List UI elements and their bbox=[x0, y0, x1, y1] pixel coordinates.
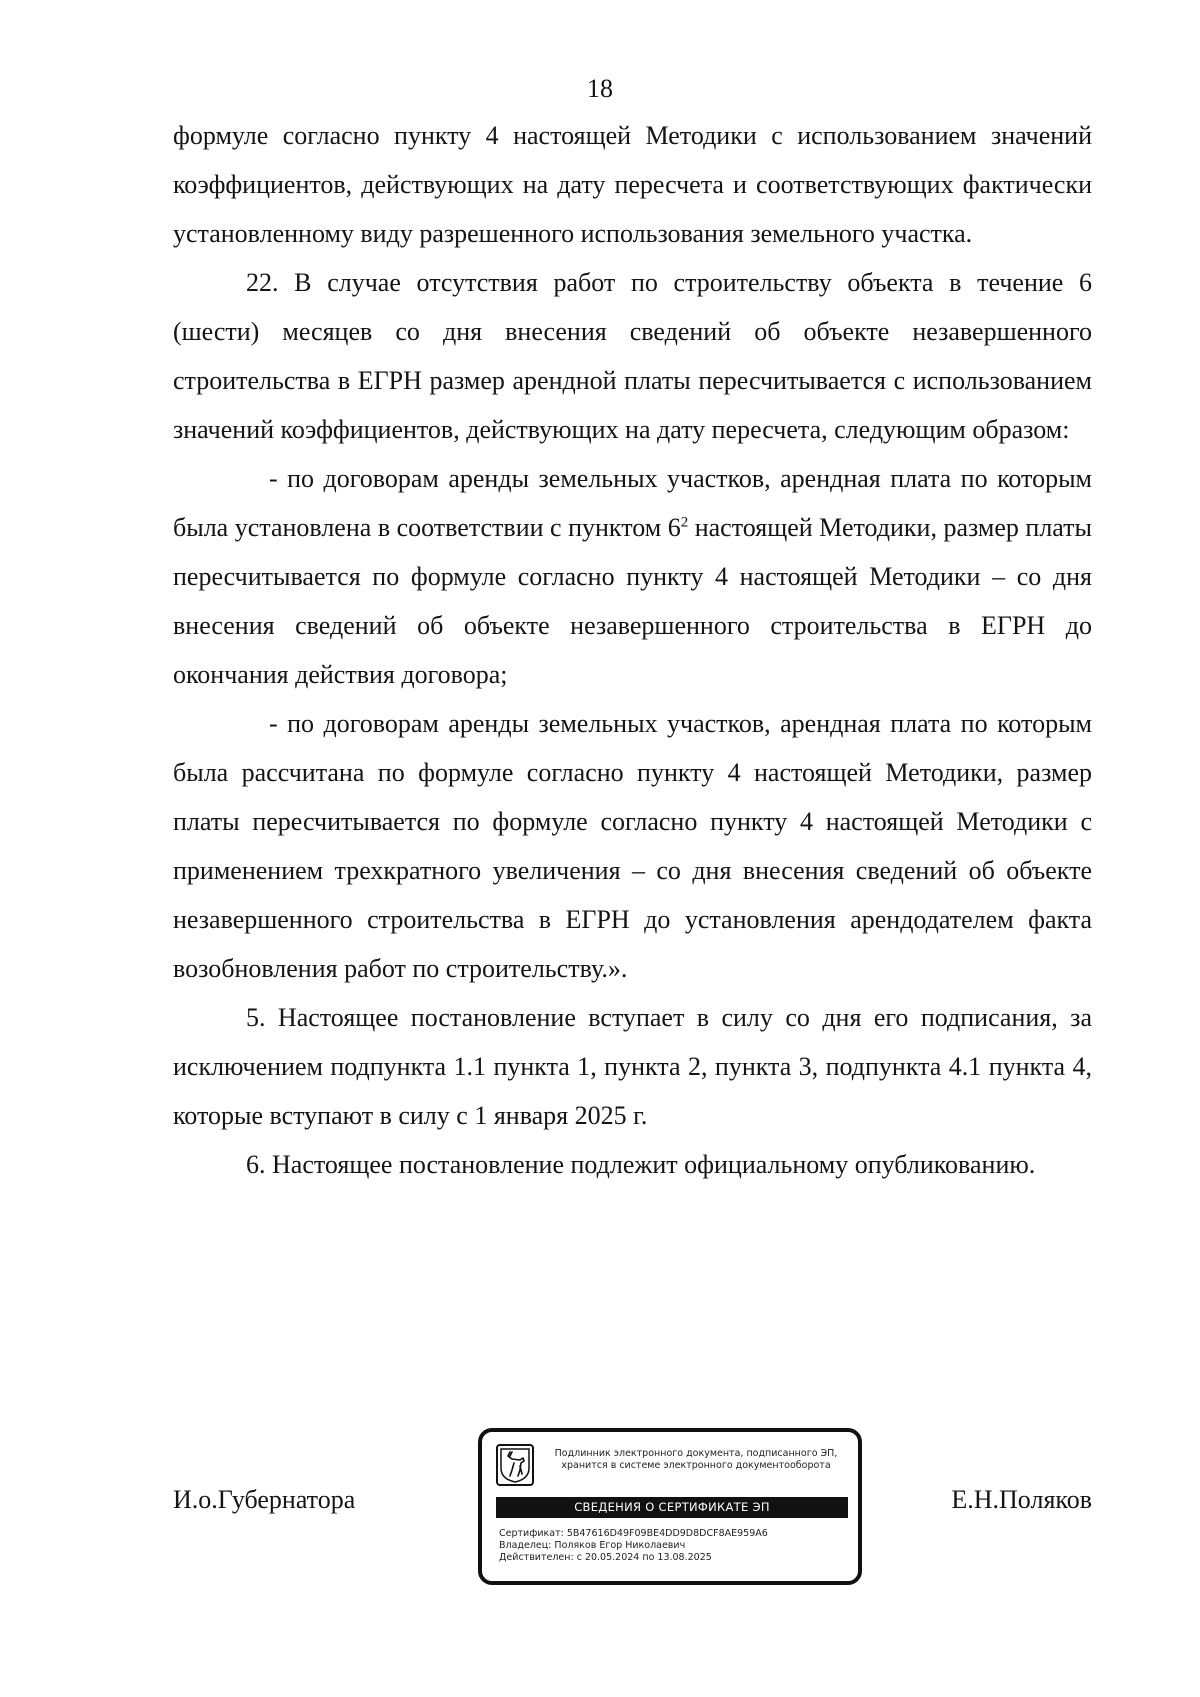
coat-of-arms-deer-icon bbox=[496, 1444, 534, 1486]
stamp-header-line1: Подлинник электронного документа, подписанного ЭП, bbox=[554, 1448, 838, 1459]
stamp-details bbox=[499, 1528, 768, 1564]
paragraph-dash-first-text-cont: настоящей Методики, размер платы пересчитывается по формуле согласно пункту 4 настоящей Методики – со дня внесения сведений об объекте незавершенного строительства в ЕГРН до окончания действия договора; bbox=[173, 513, 1093, 689]
stamp-validity: Действителен: с 20.05.2024 по 13.08.2025 bbox=[499, 1552, 712, 1563]
stamp-certificate: Сертификат: 5B47616D49F09BE4DD9D8DCF8AE959A6 bbox=[499, 1528, 768, 1539]
paragraph-item-5: 5. Настоящее постановление вступает в силу со дня его подписания, за исключением подпункта 1.1 пункта 1, пункта 2, пункта 3, подпункта 4.1 пункта 4, которые вступают в силу с 1 января 2025 г. bbox=[173, 1003, 1092, 1130]
stamp-owner: Владелец: Поляков Егор Николаевич bbox=[499, 1540, 686, 1551]
signatory-position: И.о.Губернатора bbox=[173, 1485, 356, 1514]
document-body bbox=[173, 111, 1092, 1189]
page-number: 18 bbox=[587, 74, 613, 103]
paragraph-dash-first-text: - по договорам аренды земельных участков, арендная плата по которым была установлена в соответствии с пунктом 6 bbox=[173, 464, 1092, 542]
stamp-header-line2: хранится в системе электронного документооборота bbox=[561, 1460, 831, 1471]
superscript-index: 2 bbox=[680, 514, 689, 531]
paragraph-dash-second: - по договорам аренды земельных участков, арендная плата по которым была рассчитана по формуле согласно пункту 4 настоящей Методики, размер платы пересчитывается по формуле согласно пункту 4 настоящей Методики с применением трехкратного увеличения – со дня внесения сведений об объекте незавершенного строительства в ЕГРН до установления арендодателем факта возобновления работ по строительству.». bbox=[173, 709, 1092, 983]
stamp-header bbox=[536, 1448, 856, 1472]
paragraph-item-6: 6. Настоящее постановление подлежит официальному опубликованию. bbox=[246, 1150, 1036, 1179]
paragraph-continuation: формуле согласно пункту 4 настоящей Методики с использованием значений коэффициентов, действующих на дату пересчета и соответствующих фактически установленному виду разрешенного использования земельного участка. bbox=[173, 121, 1092, 248]
electronic-signature-stamp bbox=[478, 1428, 862, 1585]
signatory-name: Е.Н.Поляков bbox=[951, 1485, 1092, 1514]
stamp-title-bar: СВЕДЕНИЯ О СЕРТИФИКАТЕ ЭП bbox=[496, 1497, 848, 1518]
paragraph-dash-first bbox=[173, 454, 1092, 699]
paragraph-item-22: 22. В случае отсутствия работ по строительству объекта в течение 6 (шести) месяцев со дня внесения сведений об объекте незавершенного строительства в ЕГРН размер арендной платы пересчитывается с использованием значений коэффициентов, действующих на дату пересчета, следующим образом: bbox=[173, 268, 1092, 444]
